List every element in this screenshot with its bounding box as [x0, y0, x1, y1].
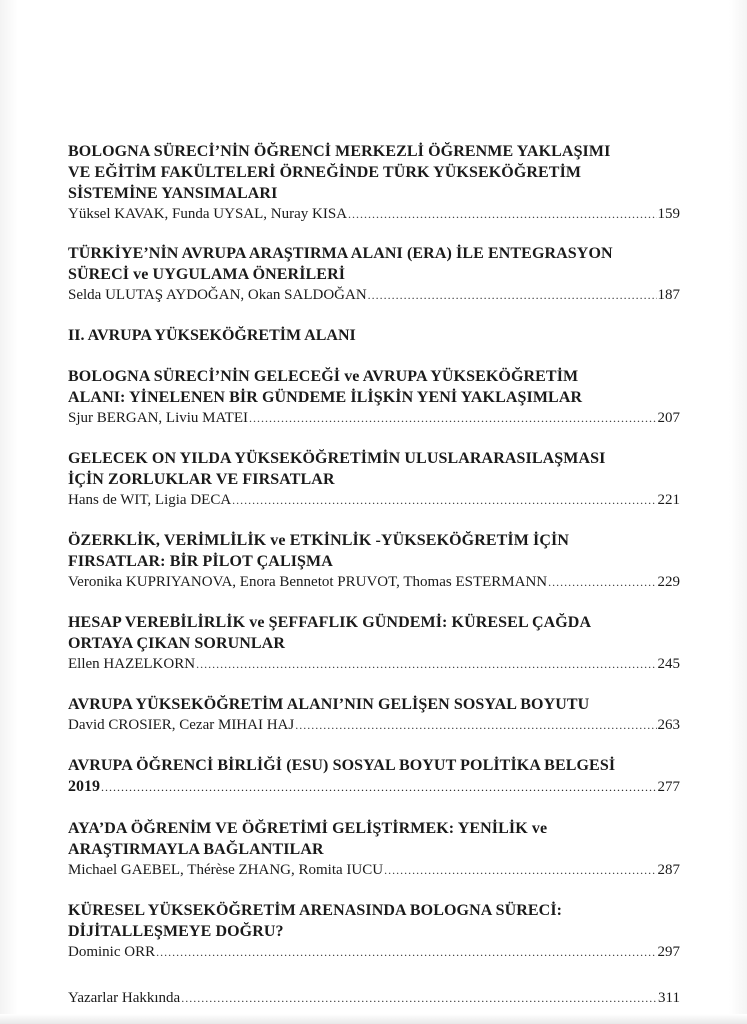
- entry-author-line: [68, 572, 680, 592]
- entry-page-number: 263: [657, 717, 680, 733]
- entry-title-tail: 2019: [68, 778, 100, 795]
- toc-entry: [68, 900, 680, 962]
- entry-author-line: [68, 204, 680, 224]
- entry-author-line: [68, 285, 680, 305]
- entry-title: VE EĞİTİM FAKÜLTELERİ ÖRNEĞİNDE TÜRK YÜKSEKÖĞRETİM: [68, 164, 582, 181]
- toc-entry: [68, 755, 680, 798]
- toc-entry: [68, 694, 680, 735]
- entry-page-number: 159: [657, 206, 680, 222]
- entry-title-tail-line: [68, 776, 680, 798]
- entry-title: SİSTEMİNE YANSIMALARI: [68, 185, 278, 202]
- toc-entry: [68, 243, 680, 305]
- toc-entry: [68, 530, 680, 592]
- entry-title: TÜRKİYE’NİN AVRUPA ARAŞTIRMA ALANI (ERA) İLE ENTEGRASYON: [68, 245, 613, 262]
- entry-authors: Dominic ORR: [68, 944, 156, 960]
- dot-leader: [368, 285, 657, 305]
- dot-leader: [295, 715, 656, 735]
- entry-title: BOLOGNA SÜRECİ’NİN ÖĞRENCİ MERKEZLİ ÖĞRENME YAKLAŞIMI: [68, 143, 611, 160]
- dot-leader: [384, 860, 656, 880]
- entry-title: SÜRECİ ve UYGULAMA ÖNERİLERİ: [68, 266, 346, 283]
- toc-entry: [68, 366, 680, 428]
- entry-authors: Yazarlar Hakkında: [68, 990, 181, 1006]
- entry-page-number: 221: [657, 492, 680, 508]
- entry-title: İÇİN ZORLUKLAR VE FIRSATLAR: [68, 471, 335, 488]
- entry-title: KÜRESEL YÜKSEKÖĞRETİM ARENASINDA BOLOGNA SÜRECİ:: [68, 902, 563, 919]
- entry-title: AVRUPA YÜKSEKÖĞRETİM ALANI’NIN GELİŞEN SOSYAL BOYUTU: [68, 696, 590, 713]
- entry-authors: Selda ULUTAŞ AYDOĞAN, Okan SALDOĞAN: [68, 287, 367, 303]
- entry-authors: Ellen HAZELKORN: [68, 656, 196, 672]
- entry-author-line: [68, 942, 680, 962]
- entry-title: GELECEK ON YILDA YÜKSEKÖĞRETİMİN ULUSLARARASILAŞMASI: [68, 450, 606, 467]
- dot-leader: [249, 408, 657, 428]
- entry-page-number: 287: [657, 862, 680, 878]
- toc-entry: [68, 988, 680, 1008]
- entry-page-number: 187: [657, 287, 680, 303]
- entry-author-line: [68, 988, 680, 1008]
- entry-authors: Michael GAEBEL, Thérèse ZHANG, Romita IUCU: [68, 862, 384, 878]
- entry-page-number: 277: [657, 779, 680, 795]
- toc-entry: [68, 612, 680, 674]
- toc-entry: [68, 448, 680, 510]
- entry-authors: David CROSIER, Cezar MIHAI HAJ: [68, 717, 295, 733]
- dot-leader: [101, 777, 657, 798]
- entry-title: ORTAYA ÇIKAN SORUNLAR: [68, 635, 285, 652]
- entry-title: HESAP VEREBİLİRLİK ve ŞEFFAFLIK GÜNDEMİ: KÜRESEL ÇAĞDA: [68, 614, 592, 631]
- entry-title: AYA’DA ÖĞRENİM VE ÖĞRETİMİ GELİŞTİRMEK: YENİLİK ve: [68, 820, 548, 837]
- entry-author-line: [68, 860, 680, 880]
- entry-page-number: 229: [657, 574, 680, 590]
- entry-title: DİJİTALLEŞMEYE DOĞRU?: [68, 923, 284, 940]
- entry-title: AVRUPA ÖĞRENCİ BİRLİĞİ (ESU) SOSYAL BOYUT POLİTİKA BELGESİ: [68, 757, 616, 774]
- entry-page-number: 245: [657, 656, 680, 672]
- toc-entry: [68, 141, 680, 224]
- entry-authors: Veronika KUPRIYANOVA, Enora Bennetot PRUVOT, Thomas ESTERMANN: [68, 574, 548, 590]
- entry-title: FIRSATLAR: BİR PİLOT ÇALIŞMA: [68, 553, 333, 570]
- dot-leader: [232, 490, 656, 510]
- entry-author-line: [68, 490, 680, 510]
- entry-title: BOLOGNA SÜRECİ’NİN GELECEĞİ ve AVRUPA YÜKSEKÖĞRETİM: [68, 368, 579, 385]
- entry-title: ÖZERKLİK, VERİMLİLİK ve ETKİNLİK -YÜKSEKÖĞRETİM İÇİN: [68, 532, 569, 549]
- entry-page-number: 297: [657, 944, 680, 960]
- entry-author-line: [68, 654, 680, 674]
- entry-authors: Sjur BERGAN, Liviu MATEI: [68, 410, 248, 426]
- table-of-contents: [68, 141, 680, 1008]
- entry-authors: Hans de WIT, Ligia DECA: [68, 492, 232, 508]
- entry-page-number: 311: [658, 990, 680, 1006]
- dot-leader: [181, 988, 657, 1008]
- section-heading: II. AVRUPA YÜKSEKÖĞRETİM ALANI: [68, 327, 356, 344]
- page-bottom-edge: [0, 1014, 747, 1024]
- entry-author-line: [68, 715, 680, 735]
- entry-title: ALANI: YİNELENEN BİR GÜNDEME İLİŞKİN YENİ YAKLAŞIMLAR: [68, 389, 583, 406]
- entry-authors: Yüksel KAVAK, Funda UYSAL, Nuray KISA: [68, 206, 348, 222]
- dot-leader: [348, 204, 656, 224]
- entry-author-line: [68, 408, 680, 428]
- toc-entry: [68, 818, 680, 880]
- entry-title: ARAŞTIRMAYLA BAĞLANTILAR: [68, 841, 324, 858]
- dot-leader: [156, 942, 656, 962]
- dot-leader: [548, 572, 656, 592]
- dot-leader: [196, 654, 656, 674]
- entry-page-number: 207: [657, 410, 680, 426]
